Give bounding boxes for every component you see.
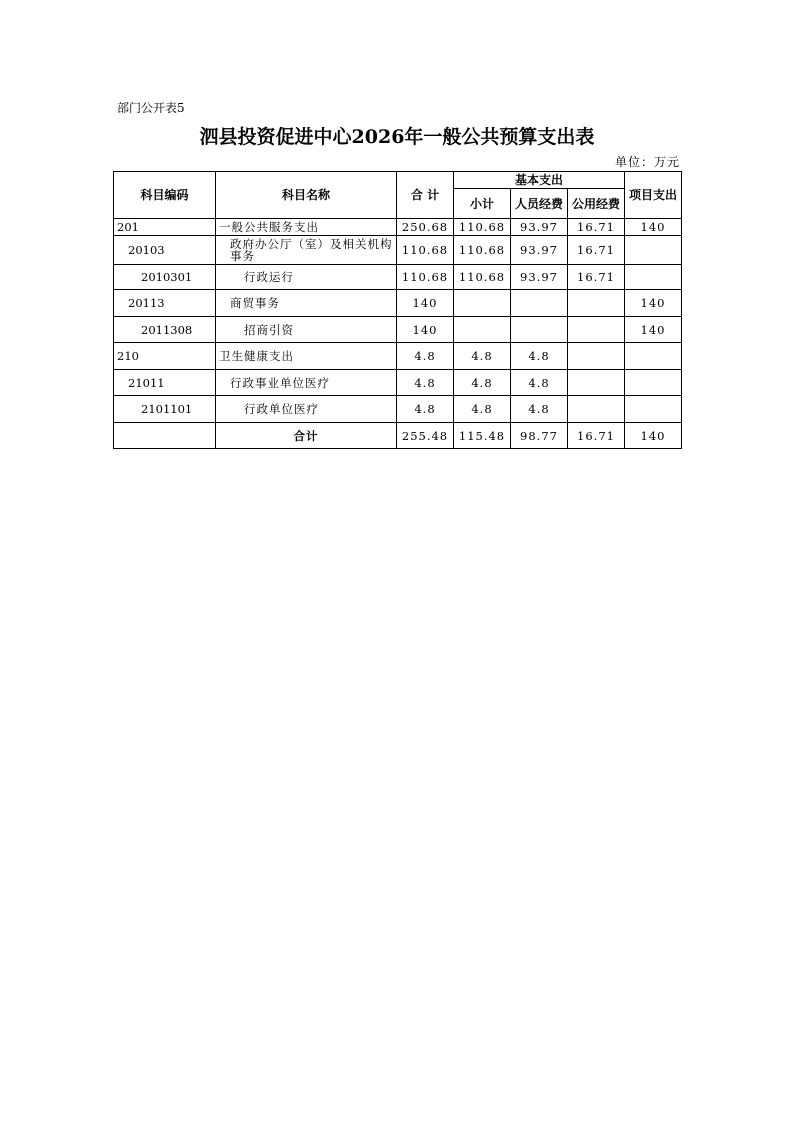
total-total: 255.48 [397, 423, 454, 449]
row-subtotal: 4.8 [454, 396, 511, 423]
row-public: 16.71 [568, 219, 625, 236]
row-code: 201 [114, 219, 216, 236]
header-personnel: 人员经费 [511, 189, 568, 219]
header-code: 科目编码 [114, 172, 216, 219]
total-personnel: 98.77 [511, 423, 568, 449]
row-name: 行政事业单位医疗 [216, 370, 397, 396]
total-project: 140 [625, 423, 682, 449]
row-project: 140 [625, 290, 682, 317]
row-personnel: 4.8 [511, 396, 568, 423]
row-total: 110.68 [397, 265, 454, 290]
table-row [114, 343, 682, 370]
row-public [568, 343, 625, 370]
header-subtotal: 小计 [454, 189, 511, 219]
header-name: 科目名称 [216, 172, 397, 219]
total-subtotal: 115.48 [454, 423, 511, 449]
row-subtotal: 110.68 [454, 219, 511, 236]
row-personnel: 4.8 [511, 343, 568, 370]
row-subtotal: 4.8 [454, 370, 511, 396]
row-total: 4.8 [397, 343, 454, 370]
table-row [114, 219, 682, 236]
row-code: 2101101 [114, 396, 216, 423]
row-project [625, 396, 682, 423]
row-personnel [511, 290, 568, 317]
table-row [114, 396, 682, 423]
total-code-cell [114, 423, 216, 449]
row-subtotal [454, 290, 511, 317]
header-public: 公用经费 [568, 189, 625, 219]
row-public: 16.71 [568, 265, 625, 290]
row-subtotal: 110.68 [454, 236, 511, 265]
row-total: 110.68 [397, 236, 454, 265]
budget-table [113, 171, 682, 449]
total-label: 合计 [216, 423, 397, 449]
row-code: 210 [114, 343, 216, 370]
row-project [625, 236, 682, 265]
row-name: 行政单位医疗 [216, 396, 397, 423]
table-row [114, 290, 682, 317]
row-name: 行政运行 [216, 265, 397, 290]
row-personnel: 93.97 [511, 219, 568, 236]
row-total: 250.68 [397, 219, 454, 236]
row-total: 140 [397, 317, 454, 343]
row-subtotal [454, 317, 511, 343]
table-row [114, 265, 682, 290]
page-title: 泗县投资促进中心2026年一般公共预算支出表 [199, 126, 595, 148]
total-public: 16.71 [568, 423, 625, 449]
row-code: 2011308 [114, 317, 216, 343]
row-personnel: 4.8 [511, 370, 568, 396]
row-total: 4.8 [397, 396, 454, 423]
row-name: 商贸事务 [216, 290, 397, 317]
table-row [114, 236, 682, 265]
header-total: 合 计 [397, 172, 454, 219]
row-project: 140 [625, 219, 682, 236]
row-code: 2010301 [114, 265, 216, 290]
row-project [625, 265, 682, 290]
form-label: 部门公开表5 [117, 101, 185, 115]
row-name: 招商引资 [216, 317, 397, 343]
unit-label: 单位：万元 [614, 155, 680, 169]
row-name: 政府办公厅（室）及相关机构事务 [216, 236, 397, 265]
row-subtotal: 4.8 [454, 343, 511, 370]
table-row [114, 317, 682, 343]
row-total: 4.8 [397, 370, 454, 396]
table-row [114, 370, 682, 396]
row-public: 16.71 [568, 236, 625, 265]
row-personnel [511, 317, 568, 343]
row-total: 140 [397, 290, 454, 317]
row-name: 一般公共服务支出 [216, 219, 397, 236]
row-name: 卫生健康支出 [216, 343, 397, 370]
row-code: 21011 [114, 370, 216, 396]
row-project: 140 [625, 317, 682, 343]
total-row [114, 423, 682, 449]
row-public [568, 290, 625, 317]
header-project: 项目支出 [625, 172, 682, 219]
row-public [568, 396, 625, 423]
row-subtotal: 110.68 [454, 265, 511, 290]
row-personnel: 93.97 [511, 265, 568, 290]
header-basic: 基本支出 [454, 172, 625, 189]
row-public [568, 370, 625, 396]
row-code: 20113 [114, 290, 216, 317]
row-project [625, 343, 682, 370]
row-public [568, 317, 625, 343]
row-personnel: 93.97 [511, 236, 568, 265]
row-code: 20103 [114, 236, 216, 265]
row-project [625, 370, 682, 396]
